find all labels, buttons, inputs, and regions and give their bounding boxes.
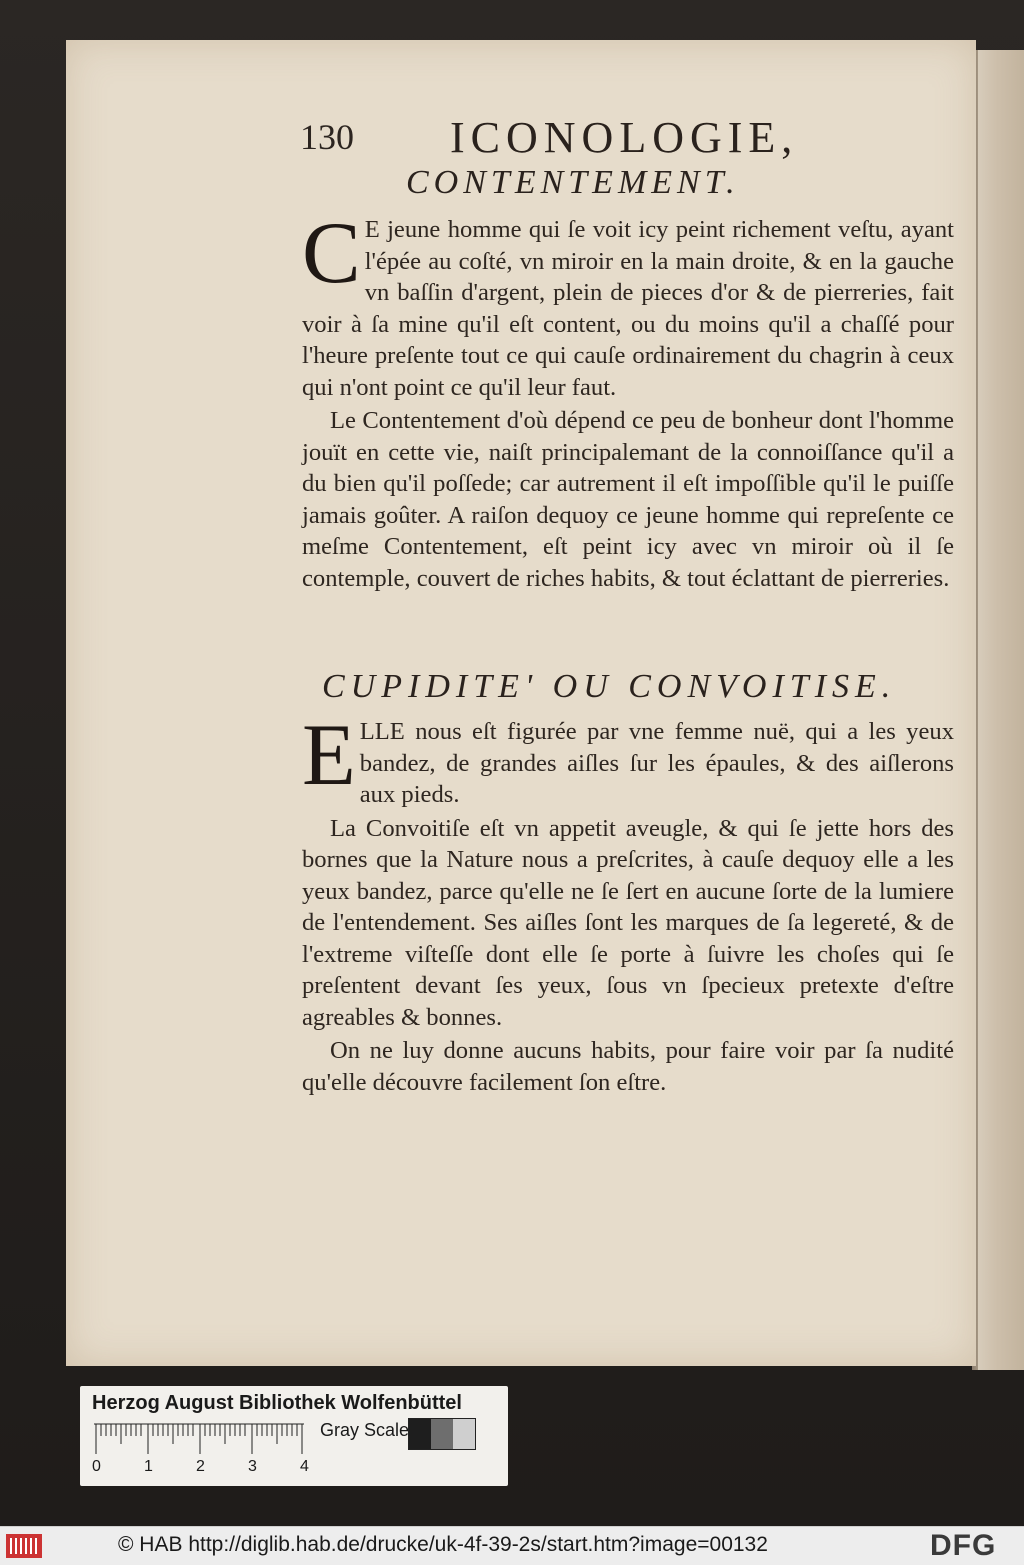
gray-scale-swatches [408, 1418, 476, 1450]
swatch-light [453, 1419, 475, 1449]
dropcap-e: E [302, 707, 356, 804]
hab-logo-icon [6, 1534, 42, 1558]
calibration-strip [80, 1386, 508, 1486]
gray-scale-label: Gray Scale [320, 1420, 410, 1440]
ruler-number-0: 0 [92, 1458, 101, 1475]
dropcap-c: C [302, 205, 361, 302]
library-name: Herzog August Bibliothek Wolfenbüttel [92, 1392, 462, 1414]
section2-paragraph1: ELLE nous eſt figurée par vne femme nuë, qui a les yeux bandez, de grandes aiſles ſur les épaules, & des aiſlerons aux pieds. [302, 707, 954, 808]
book-page [66, 40, 976, 1366]
section1-paragraph1: C E jeune homme qui ſe voit icy peint richement veſtu, ayant l'épée au coſté, vn miroir en la main droite, & en la gauche vn baſſin d'argent, plein de pieces d'or & de pierreries, fait voir à ſa mine qu'il eſt content, ou du moins qu'il a chaſſé pour l'heure preſente tout ce qui cauſe ordinairement du chagrin à ceux qui n'ont point ce qu'il leur faut. [302, 205, 954, 401]
section-heading-contentement: CONTENTEMENT. [406, 164, 740, 201]
section2-paragraph3: On ne luy donne aucuns habits, pour faire voir par ſa nudité qu'elle découvre facilement ſon eſtre. [302, 1037, 954, 1096]
ruler-number-2: 2 [196, 1458, 205, 1475]
ruler-number-1: 1 [144, 1458, 153, 1475]
swatch-black [409, 1419, 431, 1449]
section1-text [302, 205, 954, 594]
ruler-numbers [90, 1458, 320, 1478]
section1-paragraph2: Le Contentement d'où dépend ce peu de bonheur dont l'homme jouït en cette vie, naiſt principalemant de la connoiſſance qu'il a du bien qu'il poſſede; car autrement il eſt impoſſible qu'il le puiſſe jamais goûter. A raiſon dequoy ce jeune homme qui repreſente ce meſme Contentement, eſt peint icy avec vn miroir où il ſe contemple, couvert de riches habits, & tout éclattant de pierreries. [302, 407, 954, 592]
running-head [300, 112, 1000, 172]
section-heading-cupidite: CUPIDITE' OU CONVOITISE. [322, 668, 897, 705]
section2-paragraph2: La Convoitiſe eſt vn appetit aveugle, & qui ſe jette hors des bornes que la Nature nous a preſcrites, à cauſe dequoy elle a les yeux bandez, parce qu'elle ne ſe ſert en aucune ſorte de la lumiere de l'entendement. Ses aiſles ſont les marques de ſa legereté, & de l'extreme viſteſſe dont elle ſe porte à ſuivre les choſes qui ſe preſentent devant ſes yeux, ſous vn ſpecieux pretexte d'eſtre agreables & bonnes. [302, 814, 954, 1031]
adjacent-page-edge [978, 50, 1024, 1370]
dfg-logo: DFG [930, 1529, 997, 1562]
footer-bar [0, 1526, 1024, 1565]
book-title: ICONOLOGIE, [450, 113, 799, 162]
ruler-icon [94, 1422, 304, 1456]
swatch-gray [431, 1419, 453, 1449]
source-url[interactable]: © HAB http://diglib.hab.de/drucke/uk-4f-39-2s/start.htm?image=00132 [118, 1533, 768, 1556]
ruler-number-3: 3 [248, 1458, 257, 1475]
section2-text [302, 707, 954, 1098]
ruler-number-4: 4 [300, 1458, 309, 1475]
page-number: 130 [300, 117, 354, 157]
